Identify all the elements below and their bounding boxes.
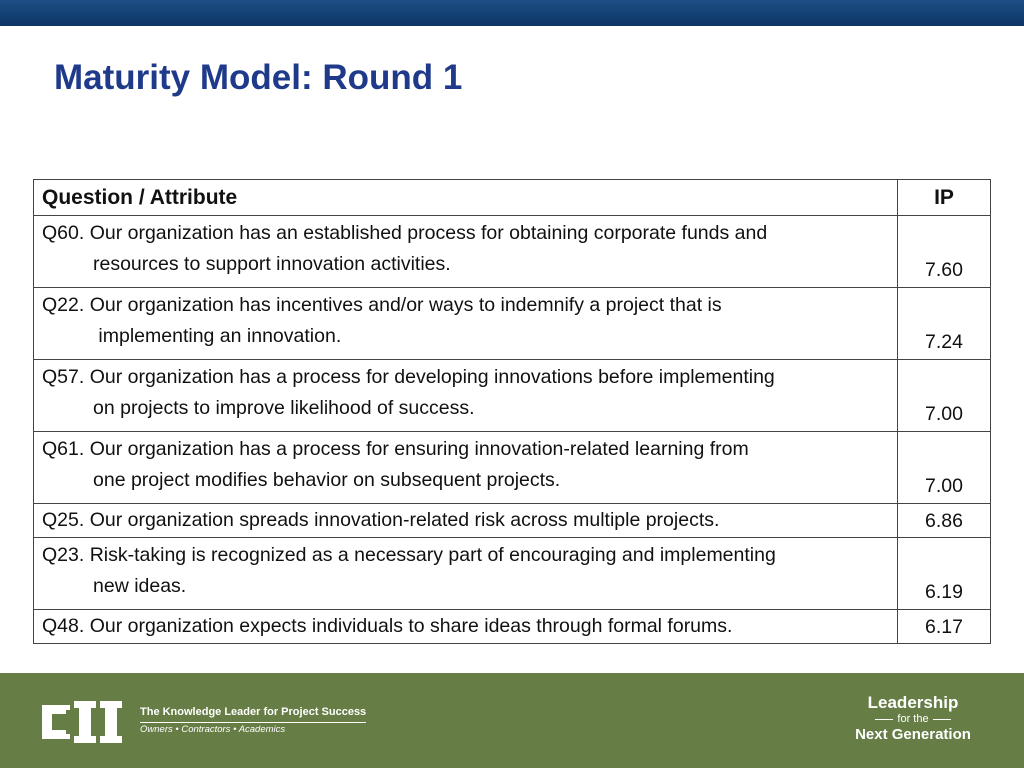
question-line-1: Q25. Our organization spreads innovation-related risk across multiple projects. bbox=[42, 509, 720, 531]
slide-title: Maturity Model: Round 1 bbox=[54, 58, 463, 97]
ip-value: 7.00 bbox=[898, 432, 991, 504]
ip-value: 6.86 bbox=[898, 504, 991, 538]
logo-subtagline: Owners • Contractors • Academics bbox=[140, 724, 286, 735]
table-row bbox=[34, 288, 991, 360]
question-line-1: Q61. Our organization has a process for ensuring innovation-related learning from bbox=[42, 438, 749, 460]
table-row bbox=[34, 610, 991, 644]
question-line-1: Q60. Our organization has an established process for obtaining corporate funds and bbox=[42, 222, 768, 244]
question-cell bbox=[34, 216, 898, 288]
question-line-1: Q23. Risk-taking is recognized as a necessary part of encouraging and implementing bbox=[42, 544, 776, 566]
table-row bbox=[34, 216, 991, 288]
question-line-2: resources to support innovation activities. bbox=[93, 253, 451, 275]
footer-band bbox=[0, 673, 1024, 768]
header-ip: IP bbox=[898, 180, 991, 216]
question-cell bbox=[34, 610, 898, 644]
table-row bbox=[34, 504, 991, 538]
question-cell bbox=[34, 538, 898, 610]
question-cell bbox=[34, 432, 898, 504]
ip-value: 6.19 bbox=[898, 538, 991, 610]
leadership-line-3: Next Generation bbox=[855, 726, 971, 743]
header-question: Question / Attribute bbox=[34, 180, 898, 216]
question-line-1: Q57. Our organization has a process for developing innovations before implementing bbox=[42, 366, 775, 388]
question-line-1: Q48. Our organization expects individuals to share ideas through formal forums. bbox=[42, 615, 733, 637]
question-line-2: on projects to improve likelihood of success. bbox=[93, 397, 475, 419]
leadership-line-2: for the bbox=[897, 713, 929, 725]
question-line-1: Q22. Our organization has incentives and/or ways to indemnify a project that is bbox=[42, 294, 722, 316]
question-line-2: implementing an innovation. bbox=[93, 325, 342, 347]
table-row bbox=[34, 432, 991, 504]
ip-value: 7.24 bbox=[898, 288, 991, 360]
table-row bbox=[34, 538, 991, 610]
question-line-2: one project modifies behavior on subsequent projects. bbox=[93, 469, 561, 491]
question-line-2: new ideas. bbox=[93, 575, 187, 597]
question-cell bbox=[34, 288, 898, 360]
maturity-table bbox=[33, 179, 991, 644]
leadership-line-2-wrap bbox=[838, 713, 988, 726]
top-accent-bar bbox=[0, 0, 1024, 26]
question-cell bbox=[34, 504, 898, 538]
cii-logo-icon bbox=[40, 699, 128, 745]
logo-tagline: The Knowledge Leader for Project Success bbox=[140, 706, 366, 723]
cii-logo bbox=[40, 699, 128, 750]
ip-value: 6.17 bbox=[898, 610, 991, 644]
table-header-row bbox=[34, 180, 991, 216]
leadership-line-1: Leadership bbox=[867, 693, 959, 712]
ip-value: 7.00 bbox=[898, 360, 991, 432]
ip-value: 7.60 bbox=[898, 216, 991, 288]
table-row bbox=[34, 360, 991, 432]
question-cell bbox=[34, 360, 898, 432]
leadership-mark bbox=[838, 693, 988, 744]
